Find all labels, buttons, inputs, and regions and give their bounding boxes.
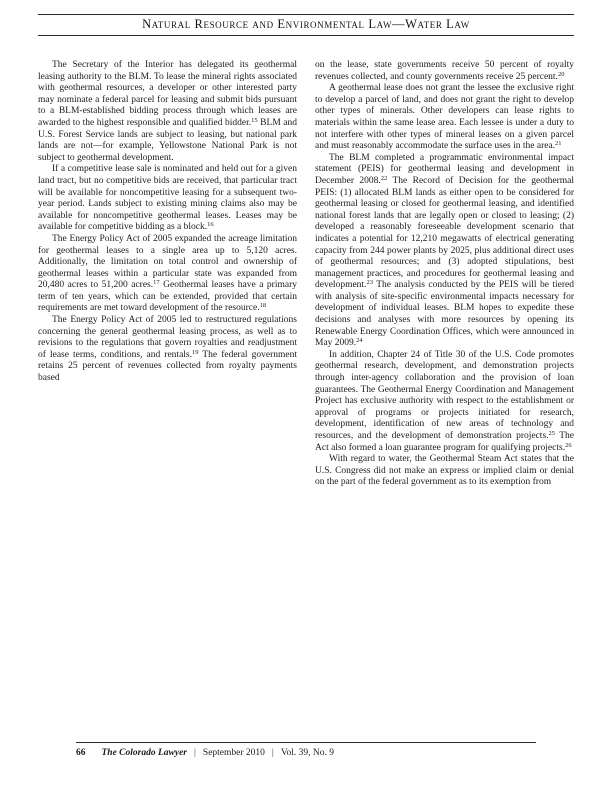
body-paragraph: With regard to water, the Geothermal Steam Act states that the U.S. Congress did not make an express or implied claim or denial on the part of the federal government as to its exemption from <box>315 454 574 488</box>
footnote-reference: 17 <box>153 279 160 287</box>
footnote-reference: 19 <box>192 348 199 356</box>
issue-date: September 2010 <box>202 748 265 758</box>
footnote-reference: 24 <box>356 337 363 345</box>
footnote-reference: 16 <box>207 221 214 229</box>
body-paragraph-continuation: on the lease, state governments receive 50 percent of royalty revenues collected, and county governments receive 25 percent.$^{20}$ <box>315 60 574 82</box>
body-paragraph: If a competitive lease sale is nominated and held out for a given land tract, but no competitive bids are received, that particular tract will be available for noncompetitive leasing for a subsequent two-year period. Lands subject to existing mining claims also may be available for noncompetitive geothermal leases. Leases may be available for competitive bidding as a block.$^{16}$ <box>38 164 297 233</box>
article-body <box>38 60 574 489</box>
footnote-reference: 22 <box>380 174 388 182</box>
left-column <box>38 60 297 489</box>
page-number: 66 <box>76 748 86 758</box>
footnote-reference: 18 <box>259 302 267 310</box>
footnote-reference: 15 <box>251 116 258 124</box>
footer-rule <box>76 742 536 743</box>
journal-name: The Colorado Lawyer <box>101 748 187 758</box>
header-rule-bottom <box>38 35 574 36</box>
body-paragraph: The BLM completed a programmatic environmental impact statement (PEIS) for geothermal leasing and development in December 2008.22 The Record of Decision for the geothermal PEIS: (1) allocated BLM lands as either open to be considered for geothermal leasing or closed for geothermal leasing, and identified national forest lands that are legally open or closed to leasing; (2) developed a reasonably foreseeable development scenario that indicates a potential for 12,210 megawatts of electrical generating capacity from 244 power plants by 2025, plus additional direct uses of geothermal resources; and (3) adopted stipulations, best management practices, and procedures for geothermal leasing and development.$^{23}$ The analysis conducted by the PEIS will be tiered with analysis of site-specific environmental impacts necessary for development of individual leases. BLM hopes to expedite these decisions and analyses with more resources by opening its Renewable Energy Coordination Offices, which were announced in May 2009.24 <box>315 152 574 349</box>
footer-separator: | <box>194 748 196 758</box>
footnote-reference: 26 <box>565 441 572 449</box>
footer-line <box>76 748 536 758</box>
footnote-reference: 25 <box>548 430 556 437</box>
page-header <box>38 14 574 36</box>
footnote-reference: 20 <box>557 70 565 78</box>
footnote-reference: 23 <box>366 279 373 287</box>
footnote-reference: 21 <box>555 140 562 148</box>
running-head-title: Natural Resource and Environmental Law—Water Law <box>142 17 470 31</box>
footer-separator: | <box>271 748 274 758</box>
page-content <box>38 0 574 792</box>
page-footer <box>76 742 536 758</box>
right-column <box>315 60 574 489</box>
body-paragraph: The Energy Policy Act of 2005 expanded the acreage limitation for geothermal leases to a single area up to 5,120 acres. Additionally, the limitation on total control and ownership of geothermal leases within a particular state was expanded from 20,480 acres to 51,200 acres.$^{17}$ Geothermal leases have a primary term of ten years, which can be extended, provided that certain requirements are met toward development of the resource.$^{18}$ <box>38 233 298 314</box>
body-paragraph: A geothermal lease does not grant the lessee the exclusive right to develop a parcel of land, and does not grant the right to develop other types of minerals. Other developers can lease rights to materials within the same lease area. Each lessee is under a duty to not interfere with other types of mineral leases on a given parcel and must reasonably accommodate the surface uses in the area.$^{21}$ <box>315 83 574 152</box>
volume-number: Vol. 39, No. 9 <box>280 748 334 758</box>
body-paragraph: In addition, Chapter 24 of Title 30 of the U.S. Code promotes geothermal research, development, and demonstration projects through inter-agency collaboration and the provision of loan guarantees. The Geothermal Energy Coordination and Management Project has exclusive authority with respect to the establishment or approval of programs or projects initiated for research, development, identification of new areas of technology and resources, and the development of demonstration projects.$^{25}$ The Act also formed a loan guarantee program for qualifying projects.$^{26}$ <box>315 349 574 453</box>
body-paragraph: The Secretary of the Interior has delegated its geothermal leasing authority to the BLM. To lease the mineral rights associated with geothermal resources, a developer or other interested party may nominate a federal parcel for leasing and submit bids pursuant to a BLM-established bidding process through which leases are awarded to the highest responsible and qualified bidder.$^{15}$ BLM and U.S. Forest Service lands are subject to leasing, but national park lands are not—for example, Yellowstone National Park is not subject to geothermal development. <box>38 60 298 163</box>
body-paragraph: The Energy Policy Act of 2005 led to restructured regulations concerning the general geothermal leasing process, as well as to revisions to the regulations that govern royalties and readjustment of lease terms, conditions, and rentals.$^{19}$ The federal government retains 25 percent of revenues collected from royalty payments based <box>38 315 297 384</box>
